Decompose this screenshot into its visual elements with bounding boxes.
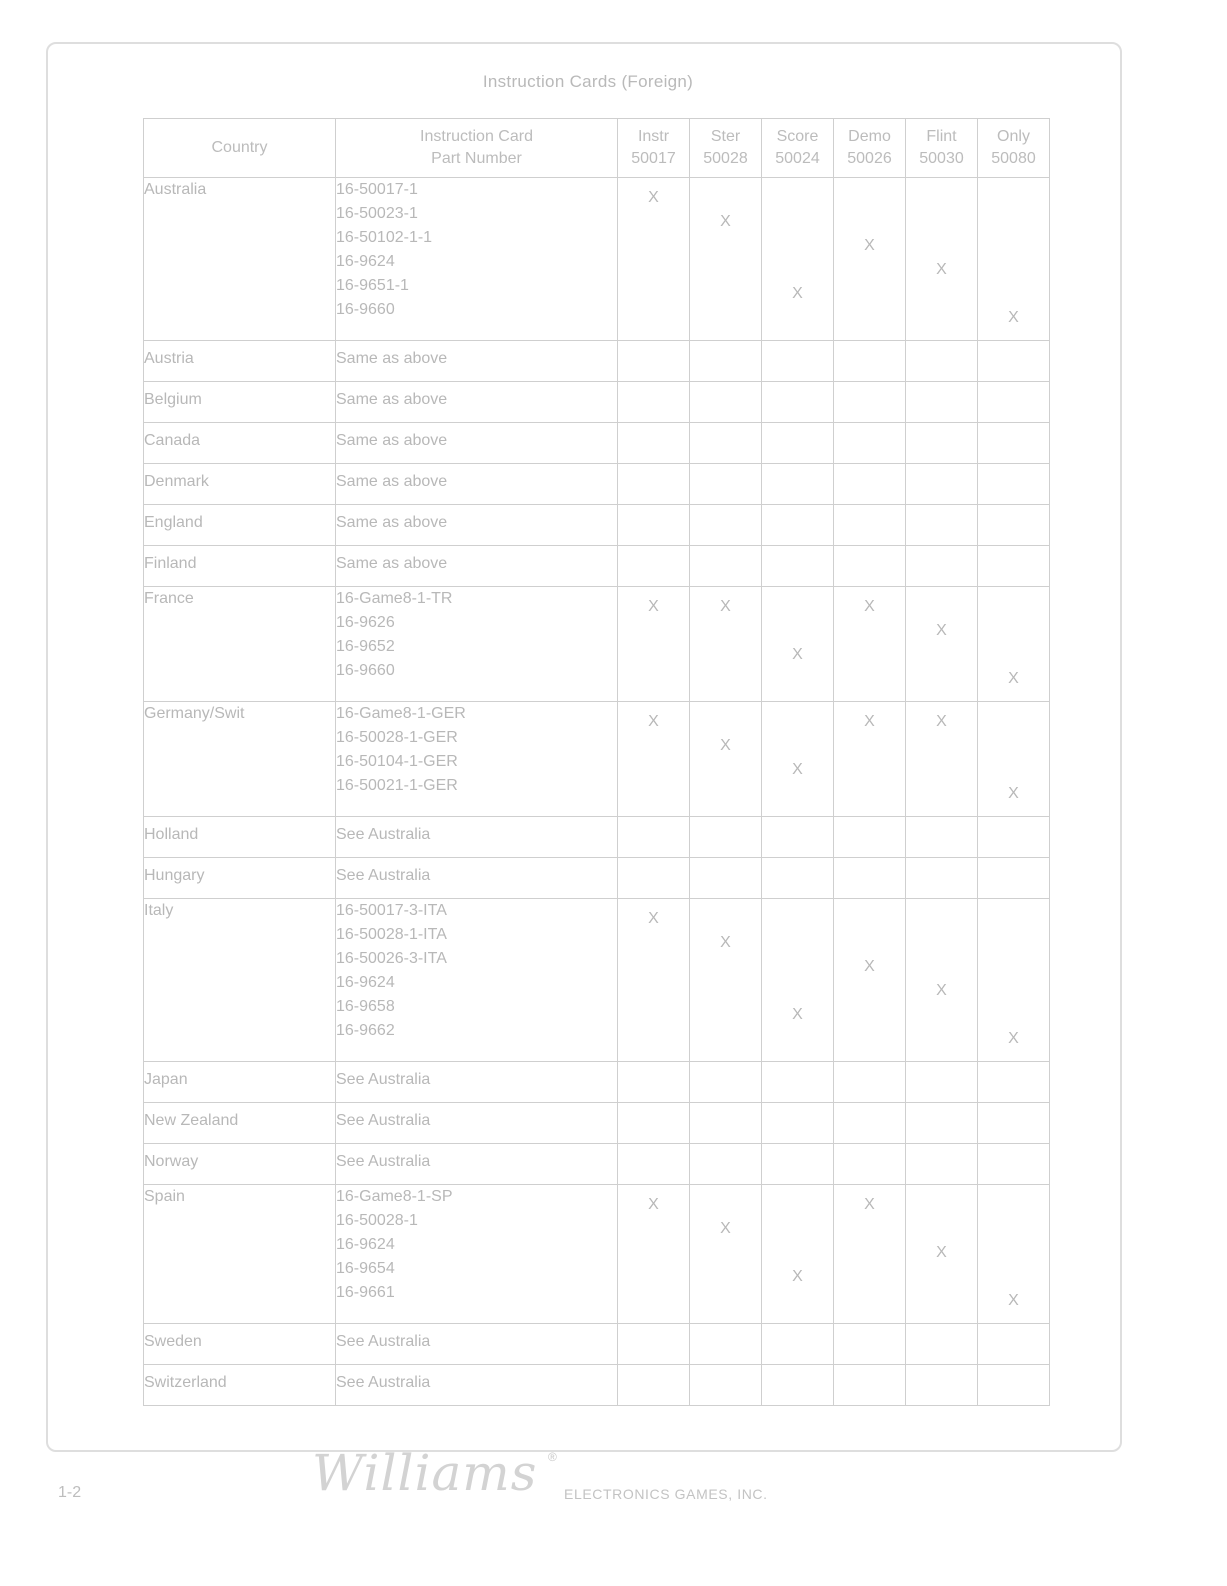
- x-mark: X: [648, 713, 659, 730]
- country-cell: Sweden: [144, 1324, 336, 1365]
- table-row: [144, 817, 1050, 858]
- x-mark: X: [720, 598, 731, 615]
- part-number: 16-50023-1: [336, 205, 418, 222]
- table-row: [144, 702, 1050, 817]
- mark-cell: [906, 1144, 978, 1185]
- part-number: Same as above: [336, 432, 448, 449]
- part-number-cell: [336, 1062, 618, 1103]
- part-number-cell: [336, 702, 618, 817]
- part-number-cell: [336, 178, 618, 341]
- mark-cell: [906, 817, 978, 858]
- mark-cell: [978, 702, 1050, 817]
- x-mark: X: [1008, 309, 1019, 326]
- header-col-code: 50026: [847, 150, 892, 167]
- mark-cell: [762, 1365, 834, 1406]
- mark-cell: [762, 899, 834, 1062]
- x-mark: X: [792, 1268, 803, 1285]
- part-number: 16-50028-1-ITA: [336, 926, 447, 943]
- mark-cell: [978, 423, 1050, 464]
- mark-cell: [978, 587, 1050, 702]
- williams-logo: [312, 1444, 852, 1504]
- table-row: [144, 382, 1050, 423]
- country-cell: New Zealand: [144, 1103, 336, 1144]
- part-number-cell: [336, 423, 618, 464]
- x-mark: X: [864, 958, 875, 975]
- mark-cell: [762, 1185, 834, 1324]
- table-header-row: [144, 119, 1050, 178]
- part-number-cell: [336, 341, 618, 382]
- header-col-4: [834, 119, 906, 178]
- mark-cell: [690, 1062, 762, 1103]
- part-number-cell: [336, 1365, 618, 1406]
- header-col-name: Score: [776, 128, 819, 145]
- mark-cell: [906, 423, 978, 464]
- mark-cell: [978, 1103, 1050, 1144]
- mark-cell: [690, 1324, 762, 1365]
- part-number-cell: [336, 382, 618, 423]
- header-col-2: [690, 119, 762, 178]
- part-number-cell: [336, 858, 618, 899]
- x-mark: X: [864, 237, 875, 254]
- part-number-cell: [336, 1324, 618, 1365]
- instruction-card-table: [143, 118, 1050, 1406]
- mark-cell: [690, 546, 762, 587]
- part-number: 16-Game8-1-GER: [336, 705, 466, 722]
- part-number: 16-9652: [336, 638, 395, 655]
- country-cell: Canada: [144, 423, 336, 464]
- mark-cell: [618, 1103, 690, 1144]
- mark-cell: [906, 341, 978, 382]
- x-mark: X: [792, 646, 803, 663]
- mark-cell: [978, 178, 1050, 341]
- table-row: [144, 1365, 1050, 1406]
- table-row: [144, 341, 1050, 382]
- mark-cell: [618, 464, 690, 505]
- header-col-3: [762, 119, 834, 178]
- part-number: 16-50102-1-1: [336, 229, 433, 246]
- registered-mark: ®: [548, 1450, 557, 1464]
- x-mark: X: [864, 598, 875, 615]
- mark-cell: [690, 587, 762, 702]
- country-cell: Belgium: [144, 382, 336, 423]
- x-mark: X: [648, 189, 659, 206]
- mark-cell: [762, 464, 834, 505]
- mark-cell: [834, 858, 906, 899]
- mark-cell: [618, 899, 690, 1062]
- x-mark: X: [936, 261, 947, 278]
- table-row: [144, 1185, 1050, 1324]
- mark-cell: [690, 464, 762, 505]
- mark-cell: [906, 587, 978, 702]
- part-number: Same as above: [336, 555, 448, 572]
- mark-cell: [690, 1365, 762, 1406]
- part-number-cell: [336, 1103, 618, 1144]
- header-col-name: Ster: [710, 128, 741, 145]
- x-mark: X: [720, 737, 731, 754]
- mark-cell: [978, 546, 1050, 587]
- mark-cell: [690, 423, 762, 464]
- mark-cell: [906, 1185, 978, 1324]
- part-number: 16-9662: [336, 1022, 395, 1039]
- x-mark: X: [792, 1006, 803, 1023]
- mark-cell: [834, 1103, 906, 1144]
- mark-cell: [618, 587, 690, 702]
- x-mark: X: [792, 761, 803, 778]
- mark-cell: [978, 1062, 1050, 1103]
- part-number: 16-9624: [336, 1236, 395, 1253]
- part-number: Same as above: [336, 350, 448, 367]
- mark-cell: [834, 423, 906, 464]
- table-row: [144, 464, 1050, 505]
- mark-cell: [978, 899, 1050, 1062]
- header-part-line2: Part Number: [431, 150, 522, 167]
- x-mark: X: [936, 622, 947, 639]
- mark-cell: [906, 464, 978, 505]
- part-number: 16-9651-1: [336, 277, 409, 294]
- country-cell: Italy: [144, 899, 336, 1062]
- part-number: 16-50026-3-ITA: [336, 950, 447, 967]
- mark-cell: [618, 546, 690, 587]
- part-number: 16-50104-1-GER: [336, 753, 458, 770]
- country-cell: Austria: [144, 341, 336, 382]
- mark-cell: [978, 858, 1050, 899]
- mark-cell: [690, 858, 762, 899]
- part-number: See Australia: [336, 826, 431, 843]
- part-number: Same as above: [336, 473, 448, 490]
- x-mark: X: [1008, 1030, 1019, 1047]
- mark-cell: [834, 1144, 906, 1185]
- mark-cell: [834, 587, 906, 702]
- part-number: 16-9654: [336, 1260, 395, 1277]
- mark-cell: [906, 1103, 978, 1144]
- table-row: [144, 505, 1050, 546]
- mark-cell: [618, 702, 690, 817]
- header-col-name: Demo: [848, 128, 891, 145]
- mark-cell: [690, 382, 762, 423]
- mark-cell: [834, 1185, 906, 1324]
- x-mark: X: [936, 982, 947, 999]
- part-number: 16-50021-1-GER: [336, 777, 458, 794]
- part-number: 16-9626: [336, 614, 395, 631]
- part-number: See Australia: [336, 1071, 431, 1088]
- country-cell: Spain: [144, 1185, 336, 1324]
- part-number: 16-50028-1: [336, 1212, 418, 1229]
- header-col-code: 50030: [919, 150, 964, 167]
- mark-cell: [618, 1185, 690, 1324]
- mark-cell: [762, 382, 834, 423]
- mark-cell: [978, 341, 1050, 382]
- header-col-code: 50028: [703, 150, 748, 167]
- mark-cell: [618, 1324, 690, 1365]
- mark-cell: [690, 899, 762, 1062]
- mark-cell: [978, 1324, 1050, 1365]
- part-number: See Australia: [336, 1374, 431, 1391]
- part-number: Same as above: [336, 391, 448, 408]
- mark-cell: [906, 1324, 978, 1365]
- part-number: 16-9624: [336, 974, 395, 991]
- mark-cell: [762, 1062, 834, 1103]
- x-mark: X: [864, 713, 875, 730]
- x-mark: X: [1008, 670, 1019, 687]
- part-number-cell: [336, 899, 618, 1062]
- mark-cell: [618, 382, 690, 423]
- mark-cell: [978, 1144, 1050, 1185]
- x-mark: X: [1008, 785, 1019, 802]
- header-country: Country: [144, 119, 336, 178]
- mark-cell: [834, 1365, 906, 1406]
- part-number: 16-9660: [336, 662, 395, 679]
- mark-cell: [978, 817, 1050, 858]
- x-mark: X: [720, 213, 731, 230]
- part-number: See Australia: [336, 1112, 431, 1129]
- mark-cell: [618, 505, 690, 546]
- company-name: ELECTRONICS GAMES, INC.: [564, 1486, 768, 1502]
- mark-cell: [762, 1324, 834, 1365]
- mark-cell: [834, 817, 906, 858]
- mark-cell: [906, 178, 978, 341]
- country-cell: Norway: [144, 1144, 336, 1185]
- table-row: [144, 546, 1050, 587]
- part-number-cell: [336, 1144, 618, 1185]
- mark-cell: [762, 178, 834, 341]
- table-row: [144, 1103, 1050, 1144]
- x-mark: X: [792, 285, 803, 302]
- mark-cell: [618, 178, 690, 341]
- table-row: [144, 899, 1050, 1062]
- x-mark: X: [720, 934, 731, 951]
- mark-cell: [834, 1324, 906, 1365]
- mark-cell: [762, 341, 834, 382]
- part-number: 16-50028-1-GER: [336, 729, 458, 746]
- table-body: [144, 178, 1050, 1406]
- mark-cell: [834, 178, 906, 341]
- part-number: See Australia: [336, 867, 431, 884]
- mark-cell: [906, 858, 978, 899]
- part-number: See Australia: [336, 1333, 431, 1350]
- country-cell: France: [144, 587, 336, 702]
- mark-cell: [690, 702, 762, 817]
- mark-cell: [906, 546, 978, 587]
- x-mark: X: [648, 598, 659, 615]
- mark-cell: [690, 505, 762, 546]
- mark-cell: [762, 1144, 834, 1185]
- country-cell: Holland: [144, 817, 336, 858]
- table-row: [144, 1324, 1050, 1365]
- part-number-cell: [336, 505, 618, 546]
- part-number: Same as above: [336, 514, 448, 531]
- header-col-1: [618, 119, 690, 178]
- mark-cell: [690, 341, 762, 382]
- mark-cell: [618, 858, 690, 899]
- mark-cell: [834, 546, 906, 587]
- x-mark: X: [648, 1196, 659, 1213]
- part-number-cell: [336, 817, 618, 858]
- part-number: 16-50017-3-ITA: [336, 902, 447, 919]
- country-cell: Denmark: [144, 464, 336, 505]
- part-number: 16-Game8-1-TR: [336, 590, 453, 607]
- header-col-code: 50017: [631, 150, 676, 167]
- mark-cell: [978, 1365, 1050, 1406]
- page-title: Instruction Cards (Foreign): [482, 72, 694, 91]
- header-col-code: 50024: [775, 150, 820, 167]
- part-number: 16-9658: [336, 998, 395, 1015]
- country-cell: Hungary: [144, 858, 336, 899]
- part-number-cell: [336, 546, 618, 587]
- mark-cell: [618, 1144, 690, 1185]
- country-cell: England: [144, 505, 336, 546]
- country-cell: Germany/Swit: [144, 702, 336, 817]
- mark-cell: [834, 341, 906, 382]
- x-mark: X: [720, 1220, 731, 1237]
- mark-cell: [618, 423, 690, 464]
- part-number: 16-9660: [336, 301, 395, 318]
- part-number-cell: [336, 587, 618, 702]
- x-mark: X: [648, 910, 659, 927]
- mark-cell: [978, 382, 1050, 423]
- mark-cell: [978, 1185, 1050, 1324]
- table-row: [144, 587, 1050, 702]
- mark-cell: [762, 1103, 834, 1144]
- country-cell: Switzerland: [144, 1365, 336, 1406]
- mark-cell: [834, 899, 906, 1062]
- part-number: 16-9624: [336, 253, 395, 270]
- mark-cell: [762, 423, 834, 464]
- country-cell: Japan: [144, 1062, 336, 1103]
- part-number-cell: [336, 464, 618, 505]
- mark-cell: [690, 1103, 762, 1144]
- mark-cell: [618, 1365, 690, 1406]
- mark-cell: [618, 1062, 690, 1103]
- part-number: See Australia: [336, 1153, 431, 1170]
- mark-cell: [906, 382, 978, 423]
- mark-cell: [906, 899, 978, 1062]
- mark-cell: [834, 505, 906, 546]
- logo-wordmark: Williams: [312, 1444, 538, 1502]
- header-part-number: [336, 119, 618, 178]
- mark-cell: [906, 1365, 978, 1406]
- header-col-name: Only: [997, 128, 1030, 145]
- table-row: [144, 178, 1050, 341]
- part-number: 16-9661: [336, 1284, 395, 1301]
- x-mark: X: [864, 1196, 875, 1213]
- header-col-name: Flint: [926, 128, 957, 145]
- country-cell: Finland: [144, 546, 336, 587]
- mark-cell: [690, 178, 762, 341]
- x-mark: X: [936, 1244, 947, 1261]
- part-number-cell: [336, 1185, 618, 1324]
- part-number: 16-Game8-1-SP: [336, 1188, 453, 1205]
- mark-cell: [978, 464, 1050, 505]
- mark-cell: [762, 587, 834, 702]
- x-mark: X: [1008, 1292, 1019, 1309]
- mark-cell: [690, 817, 762, 858]
- mark-cell: [834, 702, 906, 817]
- mark-cell: [762, 546, 834, 587]
- mark-cell: [618, 341, 690, 382]
- mark-cell: [762, 858, 834, 899]
- header-col-5: [906, 119, 978, 178]
- mark-cell: [834, 1062, 906, 1103]
- x-mark: X: [936, 713, 947, 730]
- mark-cell: [906, 1062, 978, 1103]
- mark-cell: [690, 1144, 762, 1185]
- part-number: 16-50017-1: [336, 181, 418, 198]
- table-row: [144, 858, 1050, 899]
- header-col-name: Instr: [637, 128, 670, 145]
- page-number: 1-2: [58, 1484, 82, 1501]
- table-row: [144, 1144, 1050, 1185]
- mark-cell: [762, 505, 834, 546]
- mark-cell: [834, 464, 906, 505]
- mark-cell: [906, 505, 978, 546]
- table-row: [144, 1062, 1050, 1103]
- mark-cell: [906, 702, 978, 817]
- mark-cell: [834, 382, 906, 423]
- mark-cell: [762, 702, 834, 817]
- mark-cell: [762, 817, 834, 858]
- table-row: [144, 423, 1050, 464]
- header-col-6: [978, 119, 1050, 178]
- mark-cell: [618, 817, 690, 858]
- header-part-line1: Instruction Card: [420, 128, 533, 145]
- mark-cell: [978, 505, 1050, 546]
- country-cell: Australia: [144, 178, 336, 341]
- header-col-code: 50080: [991, 150, 1036, 167]
- mark-cell: [690, 1185, 762, 1324]
